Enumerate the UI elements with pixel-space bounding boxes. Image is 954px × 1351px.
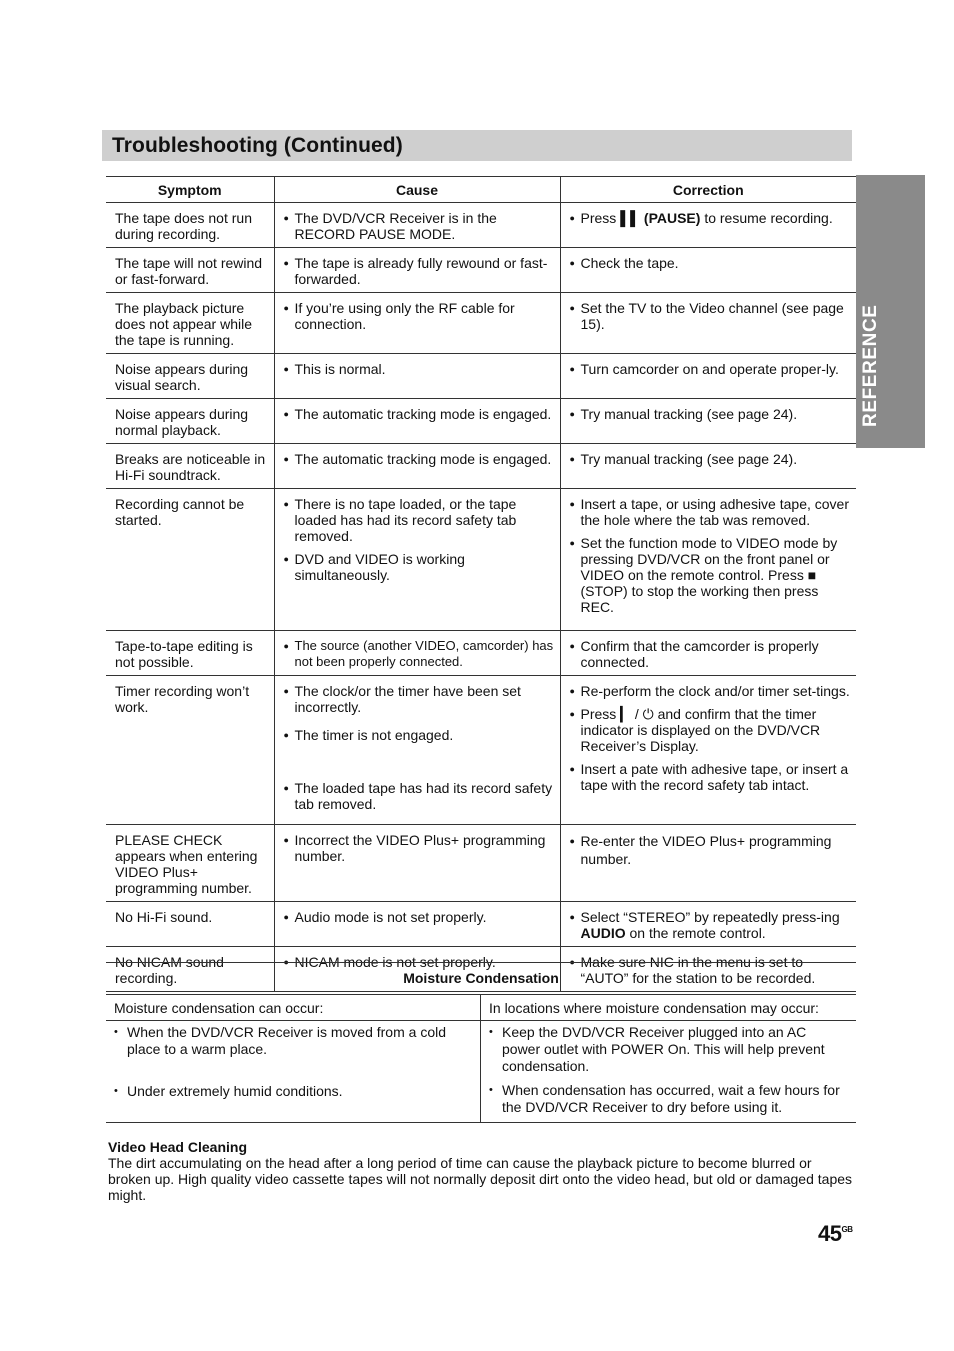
table-row [106, 631, 856, 676]
symptom-cell: The tape will not rewind or fast-forward. [106, 248, 274, 293]
cause-cell [274, 293, 560, 354]
moisture-subheader-row [106, 995, 856, 1021]
video-head-cleaning-text: The dirt accumulating on the head after a long period of time can cause the playback picture to become blurred or broken up. High quality video cassette tapes will not normally deposit dirt onto the video head, but old or damaged tapes might. [108, 1155, 853, 1203]
correction-item: ● Try manual tracking (see page 24). [570, 406, 851, 422]
correction-item: ● Check the tape. [570, 255, 851, 271]
correction-item: ● Set the TV to the Video channel (see page 15). [570, 300, 851, 332]
correction-cell [560, 203, 856, 248]
correction-item: ● Press ▎ / ⏻ and confirm that the timer indicator is displayed on the DVD/VCR Receiver’s Display. [570, 706, 851, 754]
cause-item: ● There is no tape loaded, or the tape loaded has had its record safety tab removed. [284, 496, 554, 544]
reference-side-tab [856, 175, 925, 448]
symptom-cell: Tape-to-tape editing is not possible. [106, 631, 274, 676]
cause-cell [274, 489, 560, 631]
troubleshooting-table [106, 176, 856, 992]
moisture-left-item: • When the DVD/VCR Receiver is moved from a cold place to a warm place. [114, 1024, 472, 1058]
table-row [106, 399, 856, 444]
correction-cell [560, 825, 856, 902]
page-title: Troubleshooting (Continued) [112, 133, 403, 157]
cause-item: ● Incorrect the VIDEO Plus+ programming number. [284, 832, 554, 864]
cause-item: ● The DVD/VCR Receiver is in the RECORD PAUSE MODE. [284, 210, 554, 242]
correction-cell [560, 399, 856, 444]
table-row [106, 489, 856, 631]
correction-item: ● Re-perform the clock and/or timer set-tings. [570, 683, 851, 699]
correction-cell [560, 489, 856, 631]
correction-item: ● Confirm that the camcorder is properly connected. [570, 638, 851, 670]
correction-item [570, 210, 851, 226]
cause-cell [274, 203, 560, 248]
audio-key-label: AUDIO [580, 925, 626, 941]
table-row [106, 676, 856, 825]
correction-text: on the remote control. [625, 925, 766, 941]
video-head-cleaning-section [108, 1139, 852, 1203]
symptom-cell: No NICAM sound recording. [106, 947, 274, 992]
moisture-right-subheader: In locations where moisture condensation may occur: [480, 995, 856, 1020]
symptom-cell: The playback picture does not appear while the tape is running. [106, 293, 274, 354]
symptom-cell: The tape does not run during recording. [106, 203, 274, 248]
cause-cell [274, 444, 560, 489]
moisture-left-column [106, 1021, 480, 1122]
moisture-heading: Moisture Condensation [106, 963, 856, 995]
symptom-cell: Timer recording won’t work. [106, 676, 274, 825]
cause-cell [274, 399, 560, 444]
table-row [106, 444, 856, 489]
correction-text: to resume recording. [700, 210, 833, 226]
table-header-row [106, 177, 856, 203]
correction-cell [560, 293, 856, 354]
cause-cell [274, 676, 560, 825]
symptom-cell: PLEASE CHECK appears when entering VIDEO Plus+ programming number. [106, 825, 274, 902]
cause-cell [274, 631, 560, 676]
video-head-cleaning-heading: Video Head Cleaning [108, 1139, 247, 1155]
header-symptom: Symptom [106, 177, 274, 203]
correction-item: ● Turn camcorder on and operate proper-ly. [570, 361, 851, 377]
cause-cell [274, 354, 560, 399]
correction-item: ● Try manual tracking (see page 24). [570, 451, 851, 467]
side-tab-label: REFERENCE [860, 304, 881, 427]
title-bar [102, 130, 852, 161]
page-number [818, 1221, 852, 1247]
cause-item: ● The automatic tracking mode is engaged. [284, 451, 554, 467]
page-number-value: 45 [818, 1221, 842, 1246]
pause-key-label: ▌▌ (PAUSE) [620, 210, 701, 226]
cause-item: ● If you’re using only the RF cable for connection. [284, 300, 554, 332]
correction-item: ● Insert a tape, or using adhesive tape, cover the hole where the tab was removed. [570, 496, 851, 528]
table-row [106, 825, 856, 902]
cause-item: ● The tape is already fully rewound or fast-forwarded. [284, 255, 554, 287]
cause-cell [274, 825, 560, 902]
correction-cell [560, 902, 856, 947]
page-number-suffix: GB [841, 1225, 853, 1234]
correction-cell [560, 248, 856, 293]
table-row [106, 203, 856, 248]
moisture-right-item: • Keep the DVD/VCR Receiver plugged into an AC power outlet with POWER On. This will help prevent condensation. [489, 1024, 848, 1075]
correction-cell [560, 354, 856, 399]
cause-cell [274, 902, 560, 947]
table-row [106, 248, 856, 293]
cause-item: ● Audio mode is not set properly. [284, 909, 554, 925]
header-cause: Cause [274, 177, 560, 203]
moisture-items-row [106, 1021, 856, 1122]
correction-item: ● Set the function mode to VIDEO mode by pressing DVD/VCR on the front panel or VIDEO on the remote control. Press ■ (STOP) to stop the working then press REC. [570, 535, 851, 615]
table-row [106, 293, 856, 354]
cause-item: ● DVD and VIDEO is working simultaneously. [284, 551, 554, 583]
cause-item: ● The loaded tape has had its record safety tab removed. [284, 780, 554, 812]
moisture-right-item: • When condensation has occurred, wait a few hours for the DVD/VCR Receiver to dry before using it. [489, 1082, 848, 1116]
correction-text: Select “STEREO” by repeatedly press-ing [580, 909, 840, 925]
cause-item: ● This is normal. [284, 361, 554, 377]
table-row [106, 354, 856, 399]
symptom-cell: Noise appears during normal playback. [106, 399, 274, 444]
cause-item: ● The clock/or the timer have been set incorrectly. [284, 683, 554, 715]
moisture-condensation-table [106, 962, 856, 1123]
correction-cell [560, 676, 856, 825]
correction-item [570, 909, 851, 941]
correction-text: Press [580, 210, 621, 226]
cause-item: ● The timer is not engaged. [284, 727, 554, 743]
symptom-cell: No Hi-Fi sound. [106, 902, 274, 947]
cause-item: ● The automatic tracking mode is engaged. [284, 406, 554, 422]
header-correction: Correction [560, 177, 856, 203]
symptom-cell: Breaks are noticeable in Hi-Fi soundtrack. [106, 444, 274, 489]
moisture-left-subheader: Moisture condensation can occur: [114, 1000, 324, 1016]
cause-cell [274, 248, 560, 293]
correction-item: ● Re-enter the VIDEO Plus+ programming number. [570, 832, 851, 868]
correction-cell [560, 631, 856, 676]
cause-item: ● The source (another VIDEO, camcorder) has not been properly connected. [284, 638, 554, 670]
symptom-cell: Recording cannot be started. [106, 489, 274, 631]
correction-cell [560, 444, 856, 489]
table-row [106, 902, 856, 947]
correction-item: ● Make sure NIC in the menu is set to “AUTO” for the station to be recorded. [570, 954, 851, 986]
moisture-left-item: • Under extremely humid conditions. [114, 1083, 472, 1100]
correction-item: ● Insert a pate with adhesive tape, or insert a tape with the record safety tab intact. [570, 761, 851, 793]
symptom-cell: Noise appears during visual search. [106, 354, 274, 399]
moisture-right-column [480, 1021, 856, 1122]
cause-item: ● NICAM mode is not set properly. [284, 954, 554, 970]
